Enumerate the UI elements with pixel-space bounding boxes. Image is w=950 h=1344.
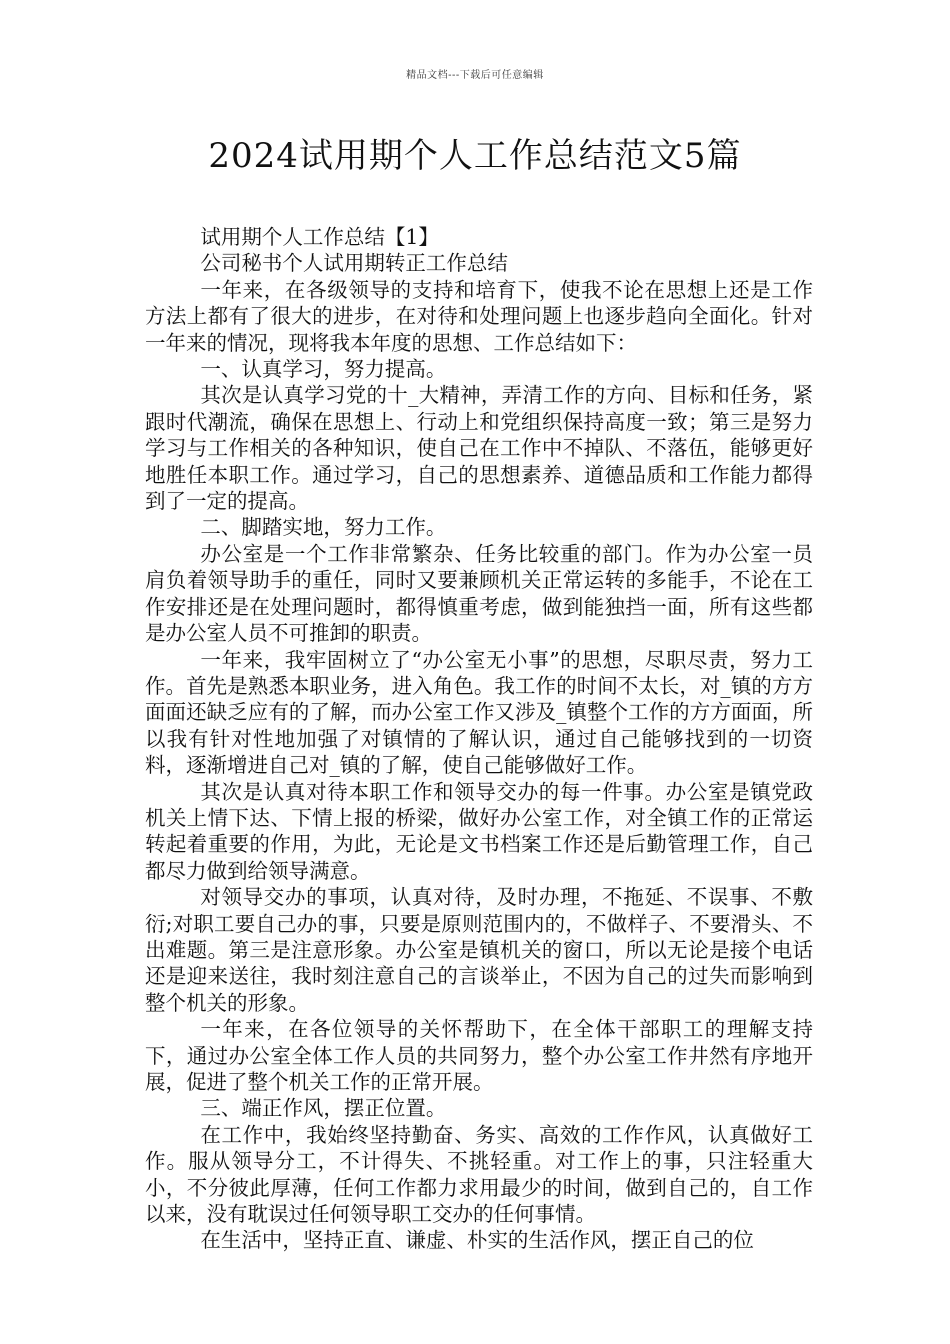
section-heading: 试用期个人工作总结【1】 — [200, 225, 439, 249]
paragraph: 其次是认真对待本职工作和领导交办的每一件事。办公室是镇党政机关上情下达、下情上报的桥梁，做好办公室工作，对全镇工作的正常运转起着重要的作用，为此，无论是文书档案工作还是后勤管理工作，自己都尽力做到给领导满意。 — [145, 779, 813, 883]
paragraph: 办公室是一个工作非常繁杂、任务比较重的部门。作为办公室一员肩负着领导助手的重任，同时又要兼顾机关正常运转的多能手，不论在工作安排还是在处理问题时，都得慎重考虑，做到能独挡一面，所有这些都是办公室人员不可推卸的职责。 — [145, 541, 813, 646]
paragraph: 其次是认真学习党的十_大精神，弄清工作的方向、目标和任务，紧跟时代潮流，确保在思想上、行动上和党组织保持高度一致；第三是努力学习与工作相关的各种知识，使自己在工作中不掉队、不落伍，能够更好地胜任本职工作。通过学习，自己的思想素养、道德品质和工作能力都得到了一定的提高。 — [145, 383, 813, 514]
section-heading: 一、认真学习，努力提高。 — [200, 357, 447, 382]
paragraph: 在生活中，坚持正直、谦虚、朴实的生活作风，摆正自己的位 — [200, 1228, 754, 1253]
paragraph: 一年来，在各级领导的支持和培育下，使我不论在思想上还是工作方法上都有了很大的进步，在对待和处理问题上也逐步趋向全面化。针对一年来的情况，现将我本年度的思想、工作总结如下： — [145, 277, 813, 355]
document-body — [145, 224, 813, 1254]
page-title: 2024试用期个人工作总结范文5篇 — [208, 136, 742, 176]
paragraph: 一年来，我牢固树立了“办公室无小事”的思想，尽职尽责，努力工作。首先是熟悉本职业务，进入角色。我工作的时间不太长，对_镇的方方面面还缺乏应有的了解，而办公室工作又涉及_镇整个工作的方方面面，所以我有针对性地加强了对镇情的了解认识，通过自己能够找到的一切资料，逐渐增进自己对_镇的了解，使自己能够做好工作。 — [145, 647, 813, 778]
paragraph: 对领导交办的事项，认真对待，及时办理，不拖延、不误事、不敷衍;对职工要自己办的事，只要是原则范围内的，不做样子、不要滑头、不出难题。第三是注意形象。办公室是镇机关的窗口，所以无论是接个电话还是迎来送往，我时刻注意自己的言谈举止，不因为自己的过失而影响到整个机关的形象。 — [145, 885, 813, 1015]
paragraph: 一年来，在各位领导的关怀帮助下，在全体干部职工的理解支持下，通过办公室全体工作人员的共同努力，整个办公室工作井然有序地开展，促进了整个机关工作的正常开展。 — [145, 1017, 813, 1094]
section-heading: 三、端正作风，摆正位置。 — [200, 1096, 447, 1121]
subheading: 公司秘书个人试用期转正工作总结 — [200, 251, 508, 276]
section-heading: 二、脚踏实地，努力工作。 — [200, 515, 447, 540]
header-note: 精品文档---下载后可任意编辑 — [406, 70, 544, 81]
paragraph: 在工作中，我始终坚持勤奋、务实、高效的工作作风，认真做好工作。服从领导分工，不计得失、不挑轻重。对工作上的事，只注轻重大小，不分彼此厚薄，任何工作都力求用最少的时间，做到自己的，自工作以来，没有耽误过任何领导职工交办的任何事情。 — [145, 1122, 813, 1227]
